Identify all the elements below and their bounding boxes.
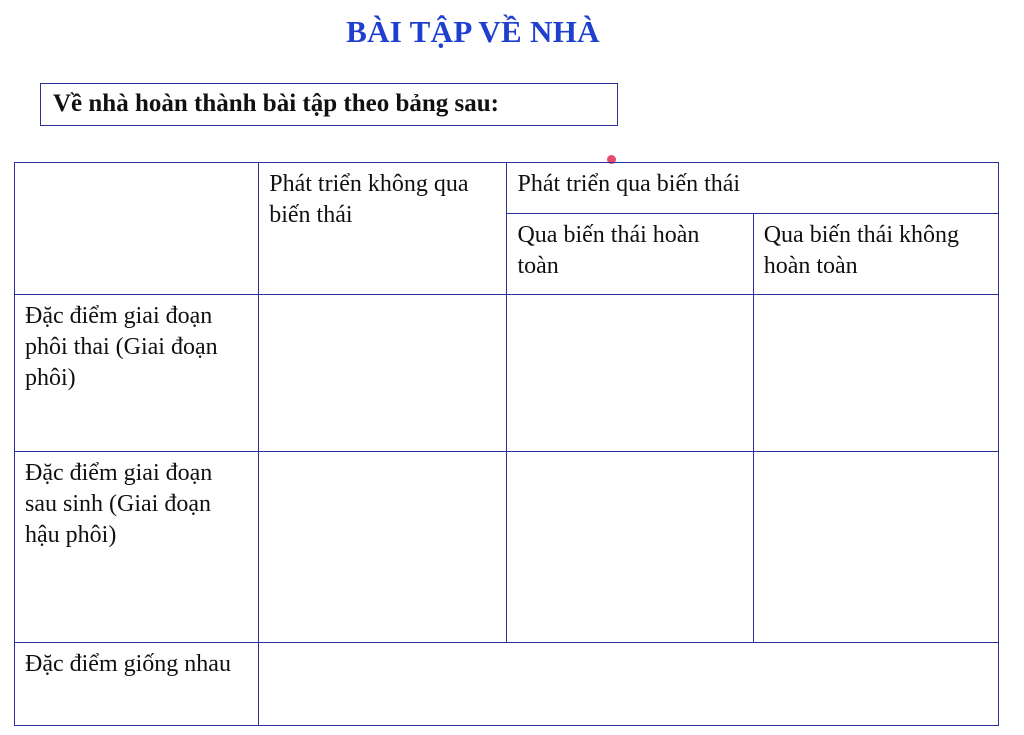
row-label-embryonic: Đặc điểm giai đoạn phôi thai (Giai đoạn phôi) — [15, 295, 259, 452]
header-complete-metamorphosis: Qua biến thái hoàn toàn — [507, 214, 753, 295]
header-incomplete-metamorphosis: Qua biến thái không hoàn toàn — [753, 214, 998, 295]
row-label-similarities: Đặc điểm giống nhau — [15, 643, 259, 726]
table-header-row — [15, 163, 999, 214]
answer-cell[interactable] — [507, 452, 753, 643]
answer-cell[interactable] — [259, 295, 507, 452]
homework-table — [14, 162, 999, 726]
header-no-metamorphosis: Phát triển không qua biến thái — [259, 163, 507, 295]
instruction-text: Về nhà hoàn thành bài tập theo bảng sau: — [53, 90, 499, 117]
answer-cell[interactable] — [753, 452, 998, 643]
row-label-postembryonic: Đặc điểm giai đoạn sau sinh (Giai đoạn hậu phôi) — [15, 452, 259, 643]
table-row — [15, 295, 999, 452]
table-row — [15, 643, 999, 726]
instruction-box — [40, 83, 618, 126]
table-corner-cell — [15, 163, 259, 295]
answer-cell-similarities[interactable] — [259, 643, 999, 726]
page-title: BÀI TẬP VỀ NHÀ — [346, 14, 600, 49]
answer-cell[interactable] — [507, 295, 753, 452]
table-row — [15, 452, 999, 643]
header-metamorphosis: Phát triển qua biến thái — [507, 163, 999, 214]
answer-cell[interactable] — [259, 452, 507, 643]
answer-cell[interactable] — [753, 295, 998, 452]
